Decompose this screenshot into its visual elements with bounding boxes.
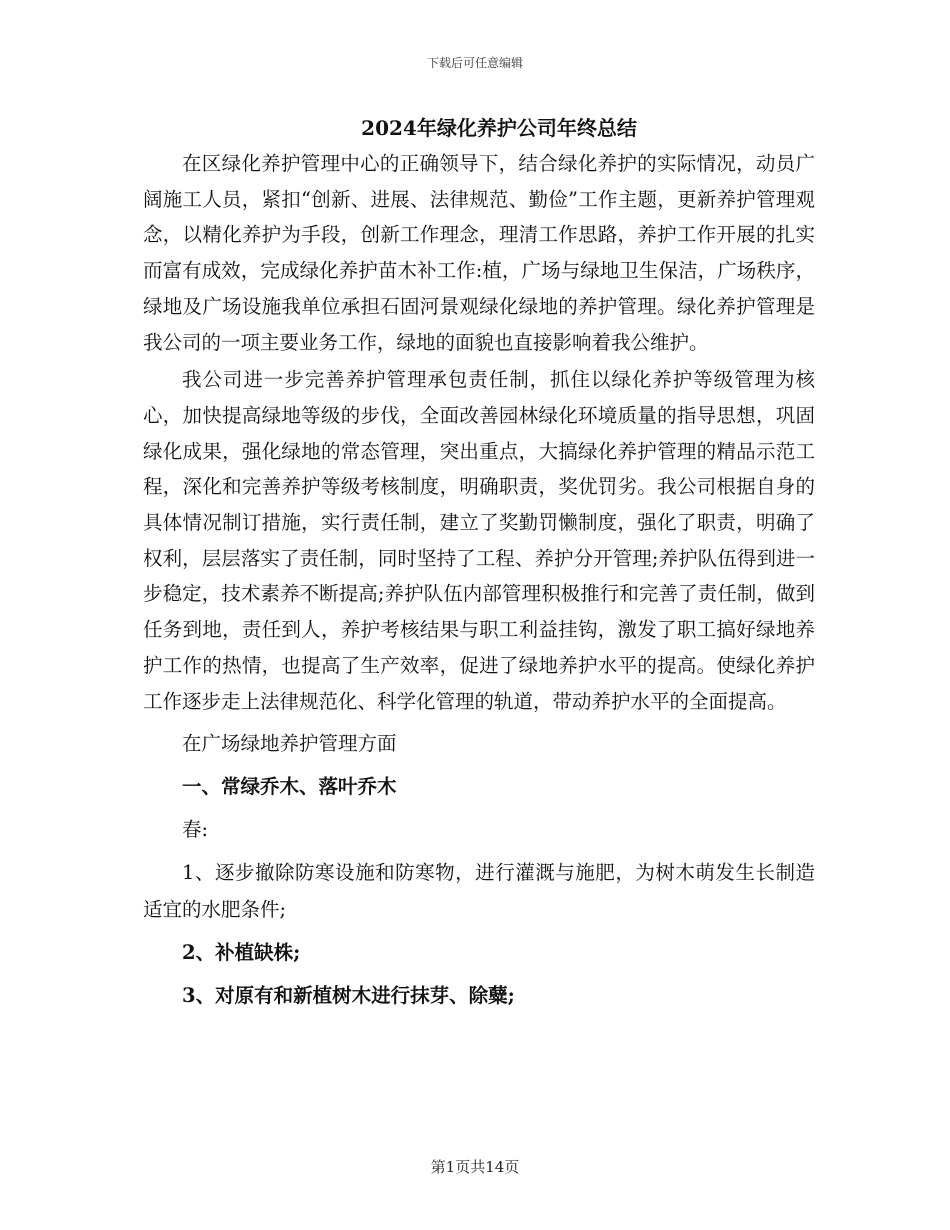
page-header-note: 下载后可任意编辑 xyxy=(426,56,523,70)
season-label-spring: 春: xyxy=(182,818,209,842)
document-title: 2024年绿化养护公司年终总结 xyxy=(361,116,637,140)
page-footer-pagination: 第1页共14页 xyxy=(430,1158,520,1176)
paragraph-responsibility: 我公司进一步完善养护管理承包责任制，抓住以绿化养护等级管理为核心，加快提高绿地等级的步伐，全面改善园林绿化环境质量的指导思想，巩固绿化成果，强化绿地的常态管理，突出重点，大搞绿化养护管理的精品示范工程，深化和完善养护等级考核制度，明确职责，奖优罚劣。我公司根据自身的具体情况制订措施，实行责任制，建立了奖勤罚懒制度，强化了职责，明确了权利，层层落实了责任制，同时坚持了工程、养护分开管理;养护队伍得到进一步稳定，技术素养不断提高;养护队伍内部管理积极推行和完善了责任制，做到任务到地，责任到人，养护考核结果与职工利益挂钩，激发了职工搞好绿地养护工作的热情，也提高了生产效率，促进了绿地养护水平的提高。使绿化养护工作逐步走上法律规范化、科学化管理的轨道，带动养护水平的全面提高。 xyxy=(143,368,815,713)
paragraph-intro: 在区绿化养护管理中心的正确领导下，结合绿化养护的实际情况，动员广阔施工人员，紧扣“创新、进展、法律规范、勤俭”工作主题，更新养护管理观念，以精化养护为手段，创新工作理念，理清工作思路，养护工作开展的扎实而富有成效，完成绿化养护苗木补工作:植，广场与绿地卫生保洁，广场秩序，绿地及广场设施我单位承担石固河景观绿化绿地的养护管理。绿化养护管理是我公司的一项主要业务工作，绿地的面貌也直接影响着我公维护。 xyxy=(143,152,815,354)
paragraph-plaza-management: 在广场绿地养护管理方面 xyxy=(182,732,397,756)
section-heading-trees: 一、常绿乔木、落叶乔木 xyxy=(182,775,397,799)
list-item-2: 2、补植缺株; xyxy=(182,941,301,965)
document-body xyxy=(143,112,815,1014)
list-item-1: 1、逐步撤除防寒设施和防寒物，进行灌溉与施肥，为树木萌发生长制造适宜的水肥条件; xyxy=(143,861,815,922)
list-item-3: 3、对原有和新植树木进行抹芽、除糵; xyxy=(182,984,515,1008)
